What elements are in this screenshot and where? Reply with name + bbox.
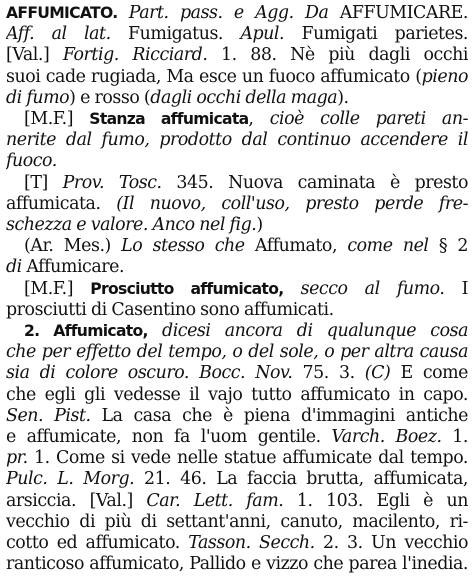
body-text: 21. 46. La faccia brutta, affumicata, xyxy=(134,469,468,490)
body-text: La casa che è piena d'immagini antiche xyxy=(90,405,468,426)
italic-text: come nel xyxy=(347,236,429,257)
italic-text: Prov. Tosc. xyxy=(62,172,162,193)
headword: AFFUMICATO. xyxy=(6,4,118,22)
italic-text: nerite dal fumo, prodotto dal continuo accendere il xyxy=(6,130,468,151)
italic-text: Apul. xyxy=(240,24,285,45)
body-text: suoi cade rugiada, Ma esce un fuoco affumicato ( xyxy=(6,66,422,87)
italic-text: fuoco. xyxy=(6,151,57,172)
italic-text: Aff. al lat. xyxy=(6,24,111,45)
body-text: ranticoso affumicato, Pallido e vizzo che parea l'inedia. xyxy=(6,554,468,575)
italic-text: pr. xyxy=(6,448,28,469)
italic-text: schezza e valore. Anco nel fig. xyxy=(6,215,257,235)
body-text: Fumigati parietes. xyxy=(284,24,468,45)
body-text: 1. Come si vede nelle statue affumicate dal tempo. xyxy=(27,448,468,469)
italic-text: che per effetto del tempo, o del sole, o per altra causa xyxy=(6,342,468,363)
italic-text: secco al fumo. xyxy=(283,278,445,299)
italic-text: Lo stesso che xyxy=(121,236,245,257)
body-text: I xyxy=(444,278,468,299)
italic-text: (Il nuovo, coll'uso, presto perde fre- xyxy=(116,193,468,214)
body-text: 345. Nuova caminata è presto xyxy=(161,172,468,193)
italic-text: Varch. Boez. xyxy=(331,427,442,447)
italic-text: di xyxy=(6,257,27,278)
body-text: 1. 88. Nè più dagli occhi xyxy=(207,45,468,66)
text-line xyxy=(6,551,468,577)
italic-text: Car. Lett. fam. xyxy=(146,490,284,511)
body-text: (Ar. Mes.) xyxy=(24,236,122,257)
body-text: , xyxy=(248,109,270,129)
headword: Stanza affumicata xyxy=(89,110,249,128)
body-text: [M.F.] xyxy=(24,109,90,129)
body-text: cotto ed affumicato. xyxy=(6,533,189,553)
body-text: AFFUMICARE. xyxy=(339,3,468,23)
italic-text: Tasson. Secch. xyxy=(188,533,315,553)
italic-text: sia di colore oscuro. Bocc. Nov. xyxy=(6,363,293,384)
body-text: Affumicare. xyxy=(26,257,125,278)
italic-text: Pulc. L. Morg. xyxy=(6,469,135,490)
body-text: ) e rosso ( xyxy=(69,87,151,108)
body-text: Affumato, xyxy=(244,236,348,257)
body-text: arsiccia. [Val.] xyxy=(6,490,147,511)
italic-text: pieno xyxy=(421,66,468,87)
italic-text: di fumo xyxy=(6,87,70,108)
body-text: [Val.] xyxy=(6,45,63,66)
body-text: affumicata. xyxy=(6,193,117,214)
italic-text: Sen. Pist. xyxy=(6,405,91,426)
italic-text: Part. pass. e Agg. Da xyxy=(117,3,340,23)
body-text: [M.F.] xyxy=(24,278,91,299)
body-text: § 2 xyxy=(428,236,468,257)
body-text: 1. xyxy=(441,427,468,447)
body-text: prosciutti di Casentino sono affumicati. xyxy=(6,299,334,320)
italic-text: Fortig. Ricciard. xyxy=(62,45,208,66)
body-text: 2. 3. Un vecchio xyxy=(314,533,468,553)
headword: 2. Affumicato, xyxy=(24,322,148,340)
body-text: vecchio di più di settant'anni, canuto, macilento, ri- xyxy=(6,511,468,532)
italic-text: dicesi ancora di qualunque cosa xyxy=(147,321,468,341)
body-text: che egli gli vedesse il vajo tutto affumicato in capo. xyxy=(6,384,468,405)
body-text: 1. 103. Egli è un xyxy=(283,490,468,511)
body-text: ). xyxy=(337,87,349,108)
body-text: [T] xyxy=(24,172,63,193)
body-text: Fumigatus. xyxy=(110,24,241,45)
italic-text: (C) xyxy=(364,363,391,384)
italic-text: cioè colle pareti an- xyxy=(269,109,468,129)
body-text: ) xyxy=(256,215,263,235)
body-text: e affumicate, non fa l'uom gentile. xyxy=(6,427,332,447)
italic-text: dagli occhi della maga xyxy=(150,87,338,108)
body-text: E come xyxy=(390,363,468,384)
body-text: 75. 3. xyxy=(292,363,365,384)
headword: Prosciutto affumicato, xyxy=(90,279,284,298)
